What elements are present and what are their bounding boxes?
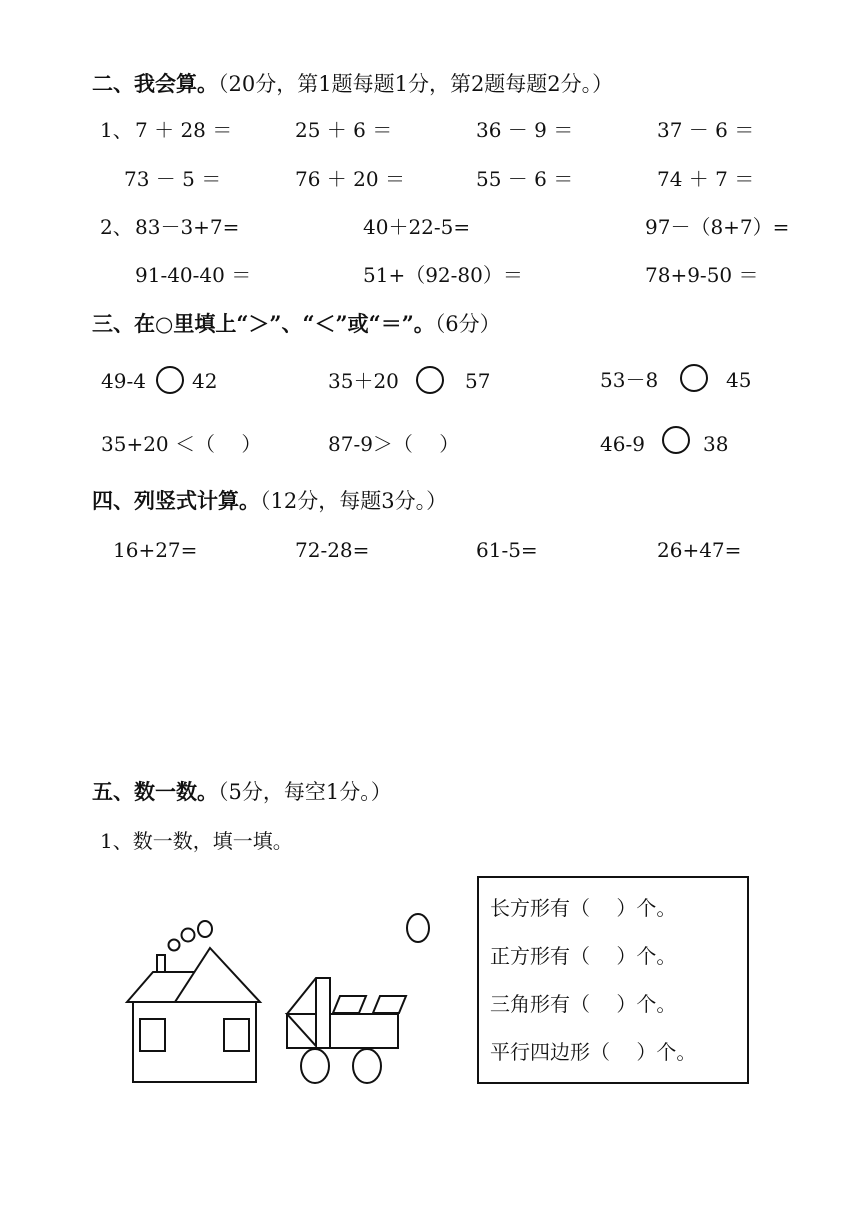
count-rectangle[interactable]: 长方形有（ ）个。 xyxy=(490,896,677,920)
q1-label: 1、 xyxy=(100,118,133,142)
count-parallelogram[interactable]: 平行四边形（ ）个。 xyxy=(490,1040,697,1064)
q1-row2-item: 76 ＋ 20 ＝ xyxy=(295,167,405,191)
compare-right: 38 xyxy=(703,432,729,456)
cargo-parallelogram xyxy=(333,996,366,1013)
vertical-calc-item: 16+27= xyxy=(113,538,198,562)
cab-triangle xyxy=(287,1014,316,1046)
truck-wheel xyxy=(301,1049,329,1083)
chimney xyxy=(157,955,165,972)
q1-row2-item: 55 － 6 ＝ xyxy=(476,167,574,191)
house-window xyxy=(224,1019,249,1051)
smoke-circle xyxy=(198,921,212,937)
section5-q1: 1、数一数，填一填。 xyxy=(100,829,293,853)
q1-row2-item: 73 － 5 ＝ xyxy=(124,167,222,191)
vertical-calc-item: 26+47= xyxy=(657,538,742,562)
house-drawing xyxy=(127,921,260,1082)
section3-note: （6分） xyxy=(434,312,501,336)
q2-row2-item: 51+（92-80）＝ xyxy=(363,263,523,287)
section2-note: （20分，第1题每题1分，第2题每题2分。） xyxy=(218,72,614,96)
truck-bed xyxy=(330,1014,398,1048)
section5-title: 五、数一数。 xyxy=(92,779,218,804)
q2-row2-item: 91-40-40 ＝ xyxy=(135,263,252,287)
q2-row1-item: 83－3+7= xyxy=(135,215,240,239)
truck-wheel xyxy=(353,1049,381,1083)
q2-label: 2、 xyxy=(100,215,133,239)
compare-blank-a[interactable]: 35+20 ＜（ ） xyxy=(101,432,262,456)
q2-row1-item: 40＋22-5= xyxy=(363,215,471,239)
q1-row2-item: 74 ＋ 7 ＝ xyxy=(657,167,755,191)
cargo-parallelogram xyxy=(373,996,406,1013)
compare-right: 42 xyxy=(192,369,218,393)
compare-right: 57 xyxy=(465,369,491,393)
truck-drawing xyxy=(287,914,429,1083)
vertical-calc-item: 61-5= xyxy=(476,538,538,562)
count-square[interactable]: 正方形有（ ）个。 xyxy=(490,944,677,968)
q1-row1-item: 36 － 9 ＝ xyxy=(476,118,574,142)
compare-blank-b[interactable]: 87-9＞（ ） xyxy=(328,432,460,456)
section3-title: 三、在○里填上“＞”、“＜”或“＝”。 xyxy=(92,311,435,336)
compare-left: 35＋20 xyxy=(328,369,399,393)
section2-title: 二、我会算。 xyxy=(92,71,218,96)
vertical-calc-item: 72-28= xyxy=(295,538,370,562)
compare-left: 53－8 xyxy=(600,368,659,392)
compare-right: 45 xyxy=(726,368,752,392)
section4-title: 四、列竖式计算。 xyxy=(92,488,260,513)
q1-row1-item: 25 ＋ 6 ＝ xyxy=(295,118,393,142)
house-window xyxy=(140,1019,165,1051)
house-body xyxy=(133,1002,256,1082)
q1-row1-item: 7 ＋ 28 ＝ xyxy=(135,118,233,142)
q2-row2-item: 78+9-50 ＝ xyxy=(645,263,759,287)
q1-row1-item: 37 － 6 ＝ xyxy=(657,118,755,142)
oval-shape xyxy=(407,914,429,942)
section4-note: （12分，每题3分。） xyxy=(260,489,448,513)
compare-left: 46-9 xyxy=(600,432,645,456)
compare-left: 49-4 xyxy=(101,369,146,393)
roof-triangle xyxy=(175,948,260,1002)
q2-row1-item: 97－（8+7）= xyxy=(645,215,790,239)
smoke-circle xyxy=(182,929,195,942)
smoke-circle xyxy=(169,940,180,951)
section5-note: （5分，每空1分。） xyxy=(218,780,392,804)
count-triangle[interactable]: 三角形有（ ）个。 xyxy=(490,992,677,1016)
